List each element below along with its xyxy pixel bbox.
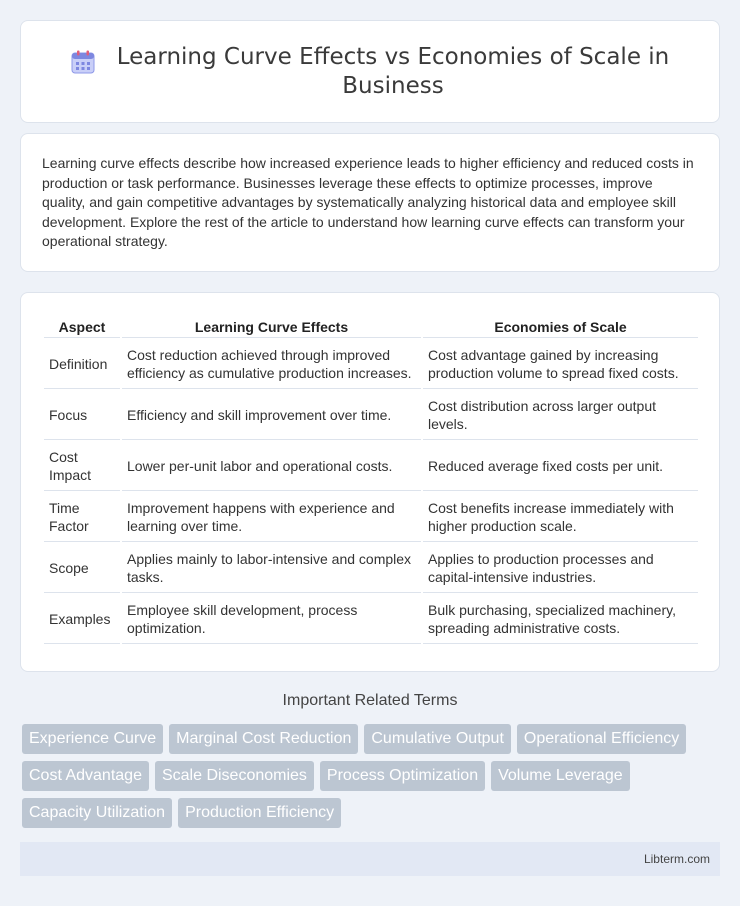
row-aspect: Scope xyxy=(44,544,120,593)
table-header-row xyxy=(44,315,698,338)
footer-brand[interactable]: Libterm.com xyxy=(643,852,710,866)
related-terms-list xyxy=(22,724,722,828)
row-aspect: Time Factor xyxy=(44,493,120,542)
related-term-tag[interactable]: Operational Efficiency xyxy=(517,724,686,754)
row-aspect: Focus xyxy=(44,391,120,440)
row-economies-of-scale: Applies to production processes and capital-intensive industries. xyxy=(423,544,698,593)
related-term-tag[interactable]: Volume Leverage xyxy=(491,761,630,791)
related-term-tag[interactable]: Production Efficiency xyxy=(178,798,341,828)
header-learning-curve: Learning Curve Effects xyxy=(122,315,421,338)
table-row xyxy=(44,340,698,389)
row-learning-curve: Employee skill development, process optimization. xyxy=(122,595,421,644)
related-term-tag[interactable]: Capacity Utilization xyxy=(22,798,172,828)
row-economies-of-scale: Cost benefits increase immediately with higher production scale. xyxy=(423,493,698,542)
page-title: Learning Curve Effects vs Economies of Scale in Business xyxy=(116,43,670,99)
header-economies-of-scale: Economies of Scale xyxy=(423,315,698,338)
row-learning-curve: Lower per-unit labor and operational costs. xyxy=(122,442,421,491)
row-economies-of-scale: Bulk purchasing, specialized machinery, spreading administrative costs. xyxy=(423,595,698,644)
row-aspect: Cost Impact xyxy=(44,442,120,491)
row-learning-curve: Cost reduction achieved through improved efficiency as cumulative production increases. xyxy=(122,340,421,389)
footer xyxy=(20,842,720,876)
row-aspect: Examples xyxy=(44,595,120,644)
header-aspect: Aspect xyxy=(44,315,120,338)
table-row xyxy=(44,442,698,491)
related-term-tag[interactable]: Marginal Cost Reduction xyxy=(169,724,358,754)
related-term-tag[interactable]: Experience Curve xyxy=(22,724,163,754)
row-learning-curve: Improvement happens with experience and learning over time. xyxy=(122,493,421,542)
comparison-table xyxy=(42,313,700,646)
title-card xyxy=(20,20,720,123)
table-row xyxy=(44,391,698,440)
calendar-icon xyxy=(70,49,96,75)
intro-card xyxy=(20,133,720,272)
intro-text: Learning curve effects describe how increased experience leads to higher efficiency and reduced costs in production or task performance. Businesses leverage these effects to optimize processes, improve quality, and gain competitive advantages by systematically analyzing historical data and employee skill development. Explore the rest of the article to understand how learning curve effects can transform your operational strategy. xyxy=(42,155,694,250)
row-aspect: Definition xyxy=(44,340,120,389)
row-economies-of-scale: Cost advantage gained by increasing production volume to spread fixed costs. xyxy=(423,340,698,389)
related-term-tag[interactable]: Cost Advantage xyxy=(22,761,149,791)
row-economies-of-scale: Reduced average fixed costs per unit. xyxy=(423,442,698,491)
table-row xyxy=(44,544,698,593)
row-learning-curve: Applies mainly to labor-intensive and complex tasks. xyxy=(122,544,421,593)
row-economies-of-scale: Cost distribution across larger output levels. xyxy=(423,391,698,440)
comparison-card xyxy=(20,292,720,672)
related-terms-title: Important Related Terms xyxy=(282,692,458,709)
table-row xyxy=(44,595,698,644)
related-term-tag[interactable]: Scale Diseconomies xyxy=(155,761,314,791)
table-row xyxy=(44,493,698,542)
related-term-tag[interactable]: Cumulative Output xyxy=(364,724,511,754)
related-term-tag[interactable]: Process Optimization xyxy=(320,761,485,791)
row-learning-curve: Efficiency and skill improvement over time. xyxy=(122,391,421,440)
